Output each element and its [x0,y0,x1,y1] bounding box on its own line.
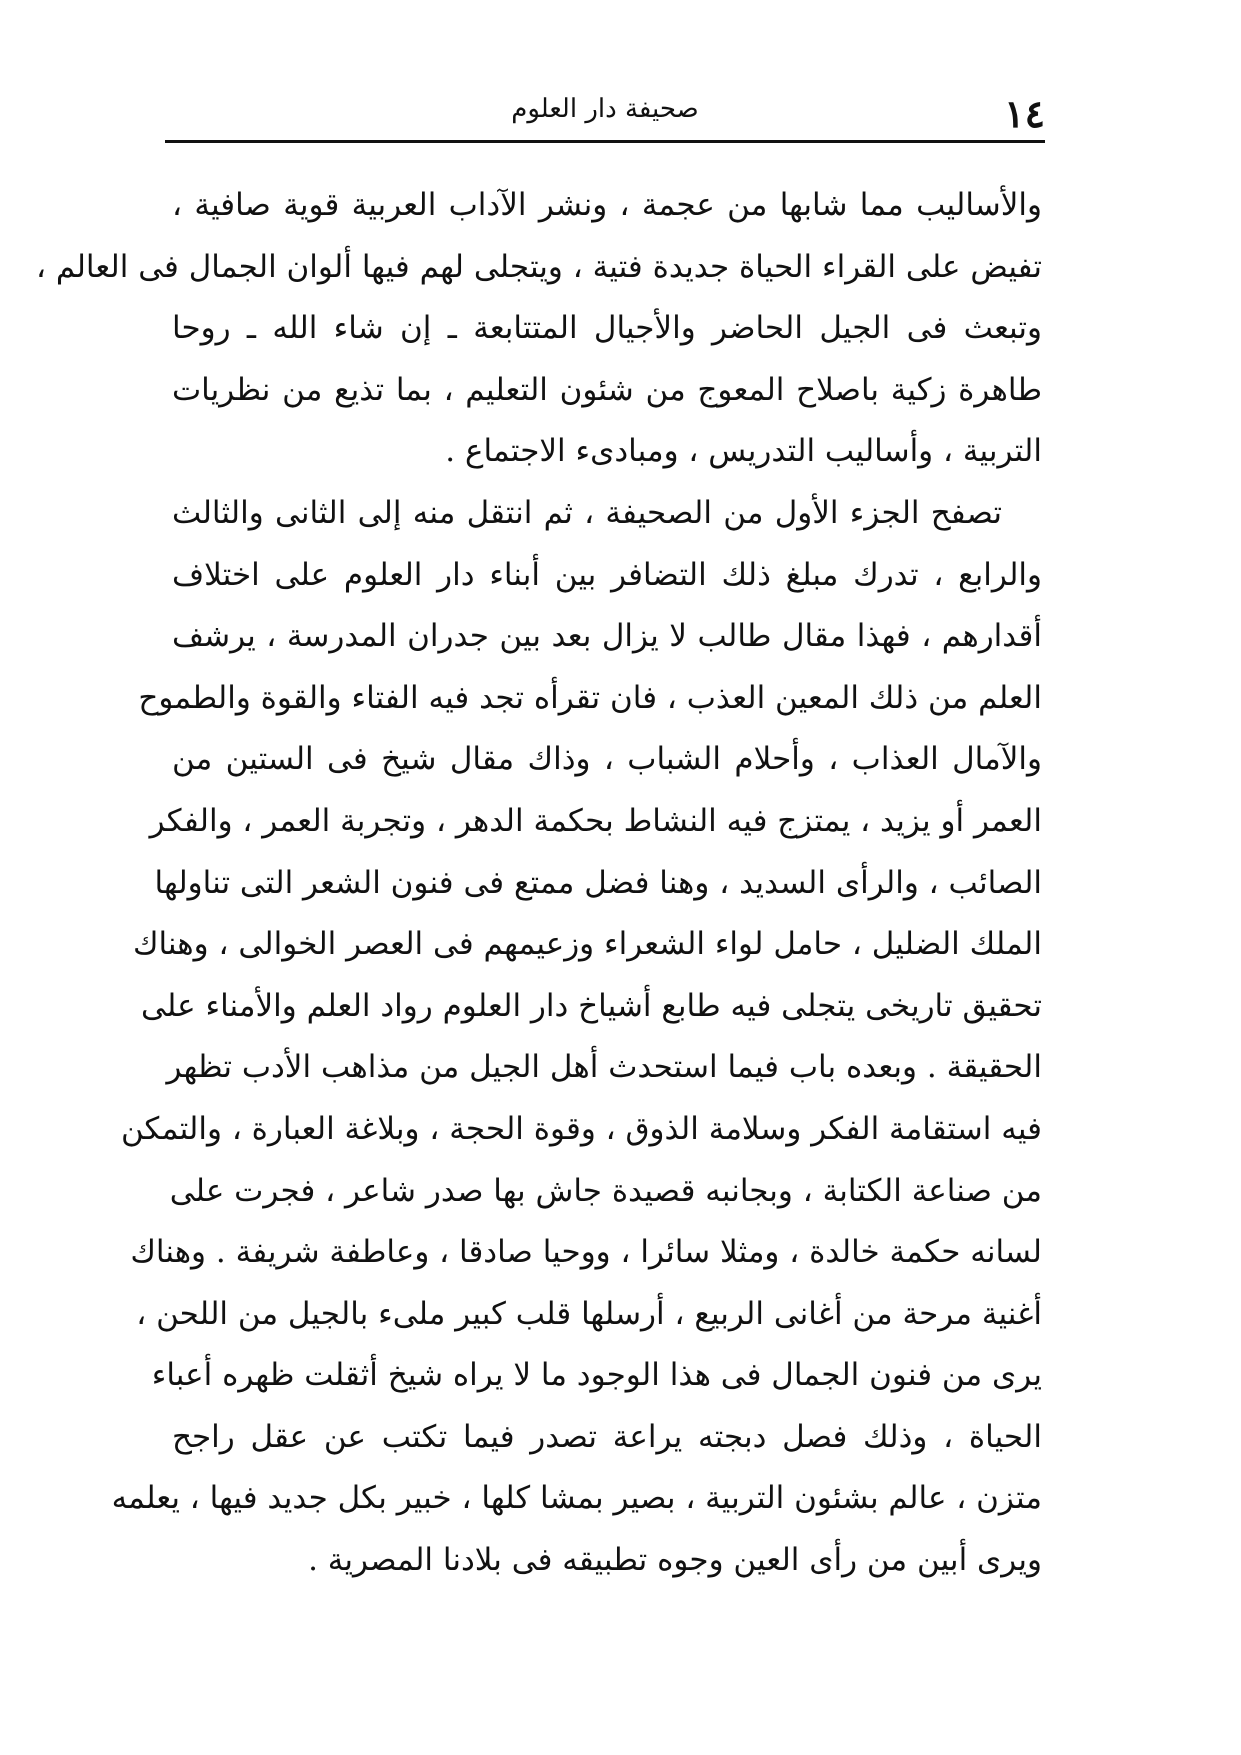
text-line: يرى من فنون الجمال فى هذا الوجود ما لا يراه شيخ أثقلت ظهره أعباء [151,1357,1042,1394]
paragraph-end-line: ويرى أبين من رأى العين وجوه تطبيقه فى بلادنا المصرية . [308,1542,1042,1579]
page-number: ١٤ [1004,91,1045,136]
body-text [35,175,1042,1592]
text-line: والآمال العذاب ، وأحلام الشباب ، وذاك مقال شيخ فى الستين من [172,741,1042,778]
text-line: الحقيقة . وبعده باب فيما استحدث أهل الجيل من مذاهب الأدب تظهر [166,1049,1042,1086]
text-line: أغنية مرحة من أغانى الربيع ، أرسلها قلب كبير ملىء بالجيل من اللحن ، [136,1295,1042,1332]
text-line: فيه استقامة الفكر وسلامة الذوق ، وقوة الحجة ، وبلاغة العبارة ، والتمكن [120,1110,1042,1147]
text-line: الملك الضليل ، حامل لواء الشعراء وزعيمهم فى العصر الخوالى ، وهناك [132,926,1042,963]
text-line: متزن ، عالم بشئون التربية ، بصير بمشا كلها ، خبير بكل جديد فيها ، يعلمه [111,1480,1042,1517]
text-line: طاهرة زكية باصلاح المعوج من شئون التعليم ، بما تذيع من نظريات [172,371,1042,408]
running-title: صحيفة دار العلوم [511,94,699,124]
text-line: من صناعة الكتابة ، وبجانبه قصيدة جاش بها صدر شاعر ، فجرت على [169,1172,1042,1209]
text-line: أقدارهم ، فهذا مقال طالب لا يزال بعد بين جدران المدرسة ، يرشف [172,618,1042,655]
text-line: والرابع ، تدرك مبلغ ذلك التضافر بين أبناء دار العلوم على اختلاف [172,556,1042,593]
text-line: تحقيق تاريخى يتجلى فيه طابع أشياخ دار العلوم رواد العلم والأمناء على [141,987,1042,1024]
text-line: الصائب ، والرأى السديد ، وهنا فضل ممتع فى فنون الشعر التى تناولها [154,864,1042,901]
text-line: تفيض على القراء الحياة جديدة فتية ، ويتجلى لهم فيها ألوان الجمال فى العالم ، [35,248,1042,285]
text-line: العمر أو يزيد ، يمتزج فيه النشاط بحكمة الدهر ، وتجربة العمر ، والفكر [149,802,1042,839]
text-line: وتبعث فى الجيل الحاضر والأجيال المتتابعة ـ إن شاء الله ـ روحا [172,310,1042,347]
paragraph-start-line: تصفح الجزء الأول من الصحيفة ، ثم انتقل منه إلى الثانى والثالث [172,494,1002,531]
text-line: لسانه حكمة خالدة ، ومثلا سائرا ، ووحيا صادقا ، وعاطفة شريفة . وهناك [130,1234,1042,1271]
text-line: العلم من ذلك المعين العذب ، فان تقرأه تجد فيه الفتاء والقوة والطموح [138,679,1042,716]
header-rule [165,140,1045,143]
text-line: الحياة ، وذلك فصل دبجته يراعة تصدر فيما تكتب عن عقل راجح [172,1418,1042,1455]
paragraph-end-line: التربية ، وأساليب التدريس ، ومبادىء الاجتماع . [445,433,1042,470]
text-line: والأساليب مما شابها من عجمة ، ونشر الآداب العربية قوية صافية ، [172,187,1042,223]
page-header [165,82,1045,152]
